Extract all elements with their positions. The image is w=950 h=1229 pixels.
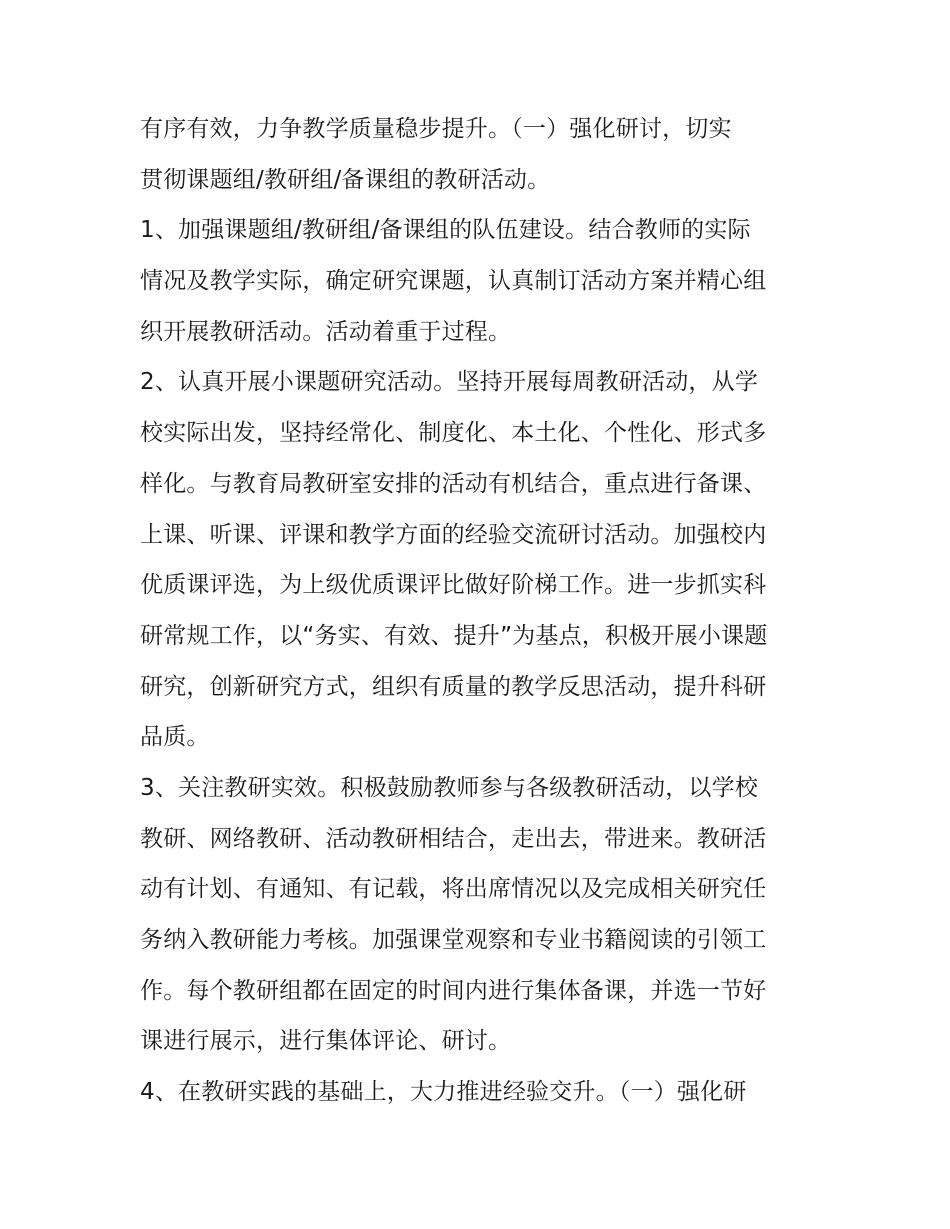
text-line: 2、认真开展小课题研究活动。坚持开展每周教研活动，从学 — [140, 369, 759, 396]
text-line: 校实际出发，坚持经常化、制度化、本土化、个性化、形式多 — [140, 420, 767, 447]
text-line: 教研、网络教研、活动教研相结合，走出去，带进来。教研活 — [140, 825, 767, 852]
text-line: 情况及教学实际，确定研究课题，认真制订活动方案并精心组 — [140, 268, 767, 295]
text-line: 贯彻课题组/教研组/备课组的教研活动。 — [140, 166, 551, 193]
text-line: 4、在教研实践的基础上，大力推进经验交升。（一）强化研 — [140, 1079, 747, 1106]
text-line: 动有计划、有通知、有记载，将出席情况以及完成相关研究任 — [140, 876, 767, 903]
text-line: 3、关注教研实效。积极鼓励教师参与各级教研活动，以学校 — [140, 774, 759, 801]
text-line: 课进行展示，进行集体评论、研讨。 — [140, 1028, 512, 1055]
text-line: 务纳入教研能力考核。加强课堂观察和专业书籍阅读的引领工 — [140, 927, 767, 953]
text-line: 研常规工作，以“务实、有效、提升”为基点，积极开展小课题 — [140, 622, 768, 649]
text-line: 研究，创新研究方式，组织有质量的教学反思活动，提升科研 — [140, 673, 767, 700]
text-line: 品质。 — [140, 724, 210, 751]
text-line: 织开展教研活动。活动着重于过程。 — [140, 318, 512, 345]
document-body — [140, 104, 812, 1118]
text-line: 样化。与教育局教研室安排的活动有机结合，重点进行备课、 — [140, 470, 767, 497]
text-line: 有序有效，力争教学质量稳步提升。（一）强化研讨，切实 — [140, 116, 732, 142]
text-line: 作。每个教研组都在固定的时间内进行集体备课，并选一节好 — [140, 977, 767, 1004]
text-line: 优质课评选，为上级优质课评比做好阶梯工作。进一步抓实科 — [140, 572, 767, 599]
text-line: 1、加强课题组/教研组/备课组的队伍建设。结合教师的实际 — [140, 217, 751, 244]
text-line: 上课、听课、评课和教学方面的经验交流研讨活动。加强校内 — [140, 521, 767, 548]
